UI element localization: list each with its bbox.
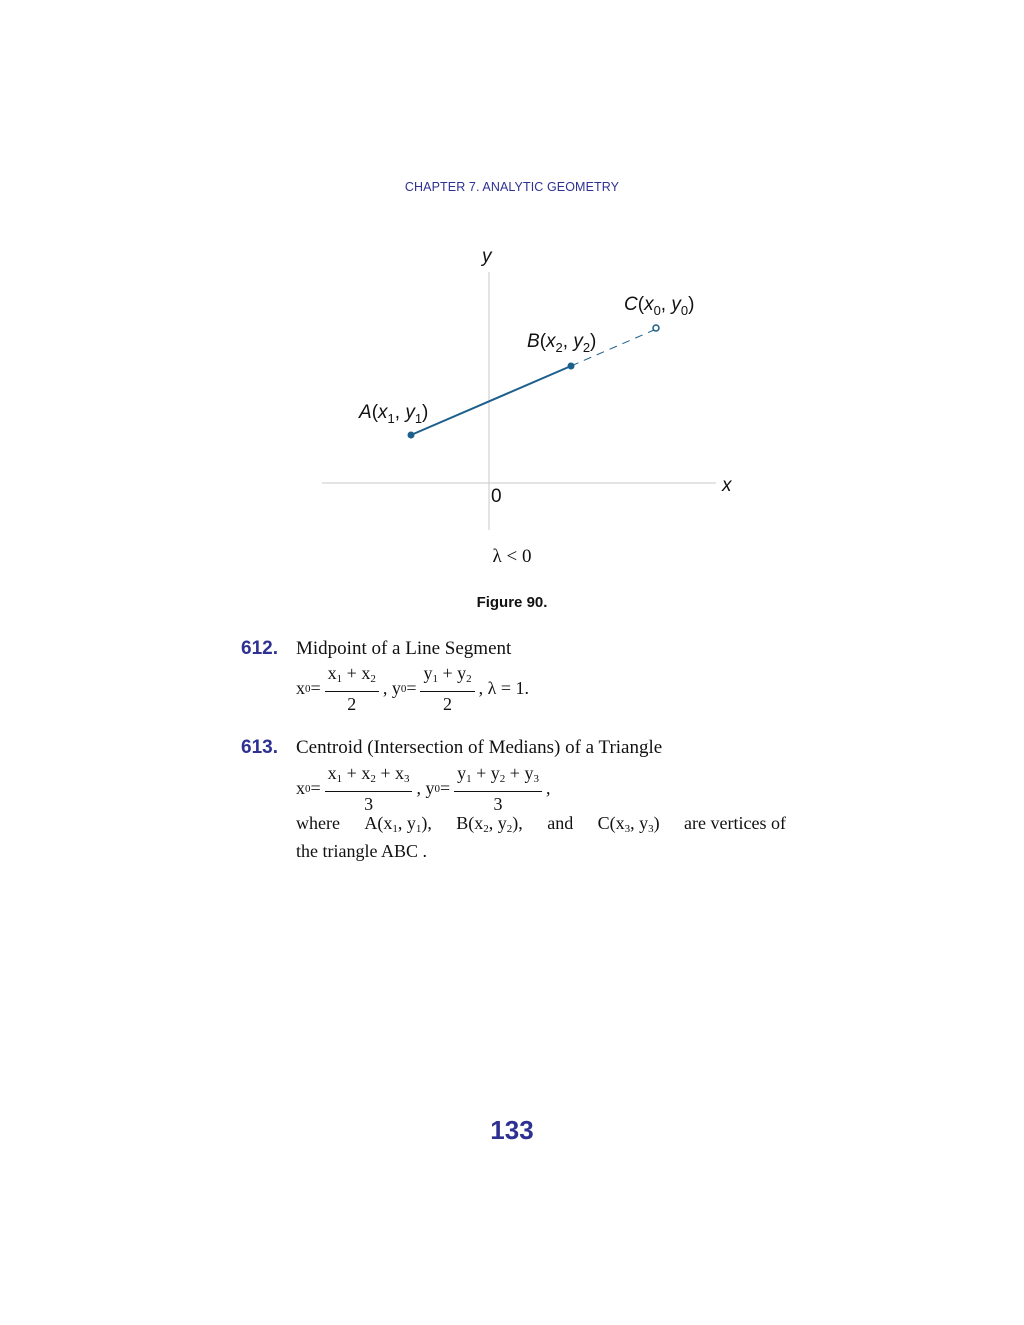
- figure-90: [0, 0, 1024, 620]
- item-612-title: Midpoint of a Line Segment: [296, 638, 512, 659]
- centroid-x-fraction: $\frac{x_1 + x_2 + x_3}{3}$: [325, 762, 413, 815]
- point-a-label: $A(x_1$, $y_1$): [359, 402, 429, 426]
- origin-label: 0: [491, 486, 502, 507]
- x-fraction: $\frac{x_1 + x_2}{2}$: [325, 662, 379, 715]
- figure-caption: Figure 90.: [476, 594, 548, 611]
- centroid-formula: x 0 = $\frac{x_1 + x_2 + x_3}{3}$ , y 0 = $\frac{y_1 + y_2 + y_3}{3}$ ,: [296, 763, 551, 814]
- y-axis-label: y: [482, 246, 492, 267]
- y-fraction: $\frac{y_1 + y_2}{2}$: [420, 662, 474, 715]
- segment-ab: [411, 366, 571, 435]
- item-613-title: Centroid (Intersection of Medians) of a Triangle: [296, 737, 663, 758]
- item-613-number: 613.: [241, 737, 278, 758]
- x-axis-label: x: [722, 475, 732, 496]
- chapter-header: CHAPTER 7. ANALYTIC GEOMETRY: [404, 180, 620, 194]
- midpoint-formula: x 0 = $\frac{x_1 + x_2}{2}$ , y 0 = $\frac{y_1 + y_2}{2}$ , λ = 1.: [296, 663, 530, 714]
- point-c-dot: [653, 325, 659, 331]
- point-c-label: $C(x_0$, $y_0$): [624, 294, 695, 318]
- item-612-number: 612.: [241, 638, 278, 659]
- page-number: 133: [490, 1115, 534, 1145]
- lambda-condition: λ < 0: [492, 546, 532, 567]
- point-b-dot: [568, 363, 575, 370]
- vertices-line: where $A(x_1$, $y_1$), $B(x_2$, $y_2$), and $C(x_3$, $y_3$) are vertices of: [296, 813, 786, 835]
- triangle-line: the triangle ABC .: [296, 841, 427, 861]
- centroid-y-fraction: $\frac{y_1 + y_2 + y_3}{3}$: [454, 762, 542, 815]
- point-a-dot: [408, 432, 415, 439]
- point-b-label: $B(x_2$, $y_2$): [527, 331, 597, 355]
